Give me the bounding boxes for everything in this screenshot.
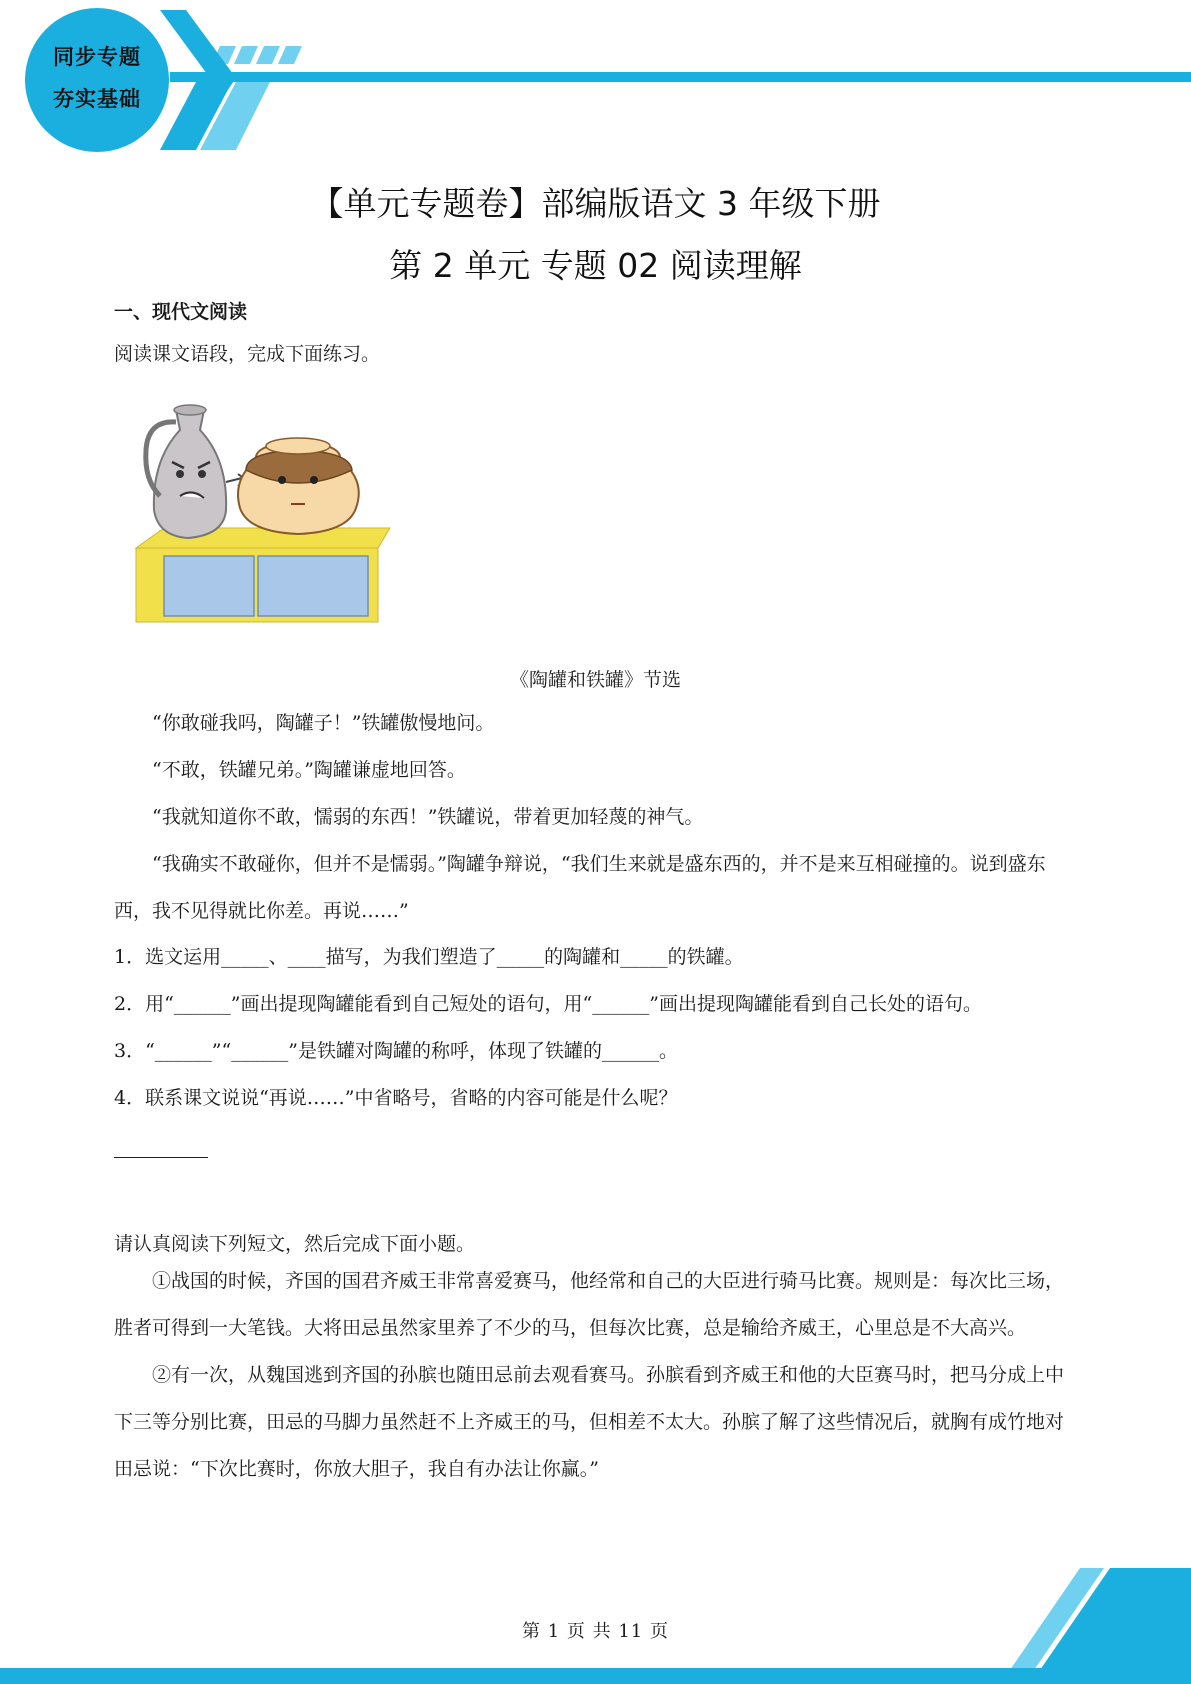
page-number: 第 1 页 共 11 页 (522, 1621, 669, 1642)
passage-caption: 《陶罐和铁罐》节选 (509, 669, 681, 691)
page-subtitle: 第 2 单元 专题 02 阅读理解 (389, 246, 802, 285)
passage-paragraph: “你敢碰我吗，陶罐子！”铁罐傲慢地问。 (152, 712, 495, 734)
passage-paragraph: ②有一次，从魏国逃到齐国的孙膑也随田忌前去观看赛马。孙膑看到齐威王和他的大臣赛马时，把马分成上中下三等分别比赛，田忌的马脚力虽然赶不上齐威王的马，但相差不太大。孙膑了解了这些情况后，就胸有成竹地对田忌说：“下次比赛时，你放大胆子，我自有办法让你赢。” (114, 1364, 1065, 1480)
header-badge (27, 36, 167, 120)
passage-tianji-horse-race (114, 1258, 1080, 1493)
question-item: 1．选文运用_____、____描写，为我们塑造了_____的陶罐和_____的铁罐。 (114, 946, 744, 968)
passage-pottery-iron-jar (114, 700, 1080, 935)
question-item: 4．联系课文说说“再说……”中省略号，省略的内容可能是什么呢？ (114, 1087, 678, 1109)
pottery-jar-and-iron-jar-illustration (128, 400, 398, 630)
question-item: 2．用“______”画出提现陶罐能看到自己短处的语句，用“______”画出提现陶罐能看到自己长处的语句。 (114, 993, 982, 1015)
header-banner (0, 0, 1191, 160)
section1-intro: 阅读课文语段，完成下面练习。 (114, 343, 381, 365)
section2-intro: 请认真阅读下列短文，然后完成下面小题。 (114, 1233, 476, 1255)
passage-paragraph: “不敢，铁罐兄弟。”陶罐谦虚地回答。 (152, 759, 466, 781)
answer-blank-line (114, 1157, 208, 1158)
section-heading: 一、现代文阅读 (114, 301, 248, 323)
badge-line-2: 夯实基础 (53, 87, 141, 111)
question-list (114, 934, 1080, 1122)
question-item: 3．“______”“______”是铁罐对陶罐的称呼，体现了铁罐的______。 (114, 1040, 678, 1062)
passage-paragraph: “我确实不敢碰你，但并不是懦弱。”陶罐争辩说，“我们生来就是盛东西的，并不是来互相碰撞的。说到盛东西，我不见得就比你差。再说……” (114, 853, 1046, 922)
passage-paragraph: ①战国的时候，齐国的国君齐威王非常喜爱赛马，他经常和自己的大臣进行骑马比赛。规则是：每次比三场，胜者可得到一大笔钱。大将田忌虽然家里养了不少的马，但每次比赛，总是输给齐威王，心里总是不大高兴。 (114, 1270, 1065, 1339)
badge-line-1: 同步专题 (53, 45, 141, 69)
page-title: 【单元专题卷】部编版语文 3 年级下册 (310, 184, 881, 223)
passage-paragraph: “我就知道你不敢，懦弱的东西！”铁罐说，带着更加轻蔑的神气。 (152, 806, 704, 828)
